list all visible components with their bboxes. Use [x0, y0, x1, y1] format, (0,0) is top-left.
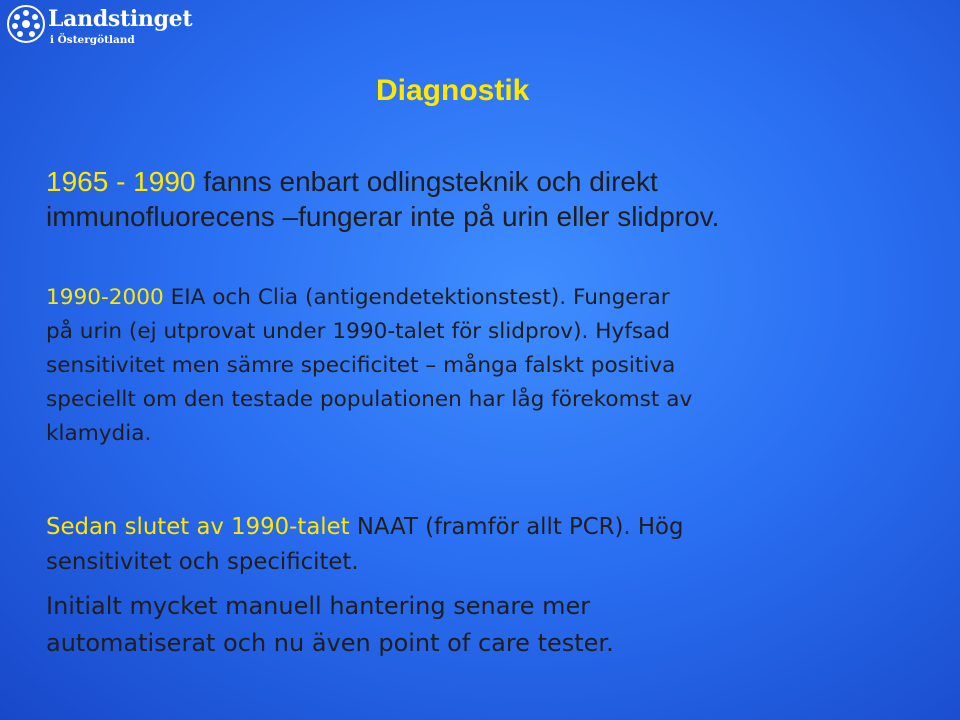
- paragraph-text: sensitivitet och specificitet.: [46, 549, 359, 575]
- landstinget-logo: [6, 4, 193, 48]
- paragraph-text: sensitivitet men sämre specificitet – många falskt positiva: [46, 353, 676, 378]
- year-range-highlight: Sedan slutet av 1990-talet: [46, 514, 350, 540]
- paragraph-naat: [46, 510, 683, 580]
- paragraph-text: NAAT (framför allt PCR). Hög: [349, 514, 684, 540]
- slide-title: Diagnostik: [376, 74, 530, 107]
- paragraph-text: klamydia.: [46, 421, 152, 446]
- paragraph-eia: [46, 281, 692, 451]
- logo-subtitle: i Östergötland: [50, 34, 135, 46]
- paragraph-text: fanns enbart odlingsteknik och direkt: [195, 166, 658, 197]
- landstinget-emblem-icon: [6, 4, 46, 44]
- paragraph-automation: [46, 588, 614, 662]
- year-range-highlight: 1990-2000: [46, 285, 164, 310]
- paragraph-text: EIA och Clia (antigendetektionstest). Fungerar: [163, 285, 670, 310]
- paragraph-text: speciellt om den testade populationen har låg förekomst av: [46, 387, 693, 412]
- paragraph-text: automatiserat och nu även point of care tester.: [46, 629, 614, 657]
- year-range-highlight: 1965 - 1990: [46, 166, 196, 197]
- paragraph-text: Initialt mycket manuell hantering senare mer: [46, 592, 591, 620]
- paragraph-odling: [46, 164, 719, 234]
- logo-name: Landstinget: [48, 6, 193, 32]
- paragraph-text: immunofluorecens –fungerar inte på urin eller slidprov.: [46, 201, 720, 232]
- paragraph-text: på urin (ej utprovat under 1990-talet för slidprov). Hyfsad: [46, 319, 671, 344]
